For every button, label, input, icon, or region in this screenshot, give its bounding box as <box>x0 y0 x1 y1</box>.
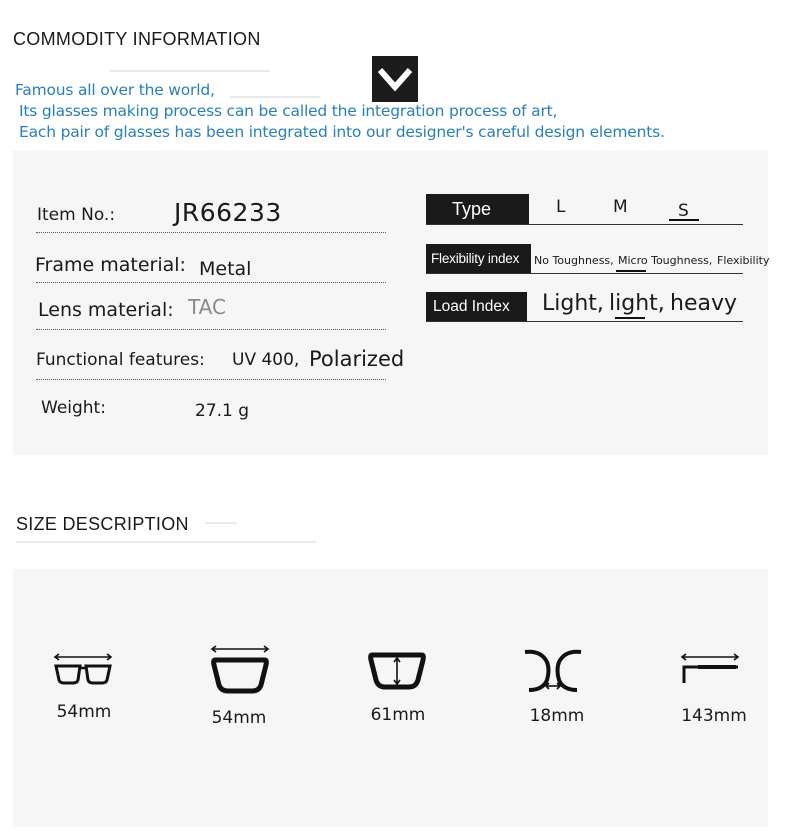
item-number-value: JR66233 <box>174 198 282 227</box>
faded-caption-line <box>110 70 270 72</box>
tagline-line-3: Each pair of glasses has been integrated into our designer's careful design elements. <box>19 123 665 141</box>
type-selected-underline <box>669 219 699 221</box>
load-option-heavy[interactable]: heavy <box>670 291 737 316</box>
bridge-width-value: 18mm <box>529 706 585 726</box>
lens-height-value: 61mm <box>370 705 426 725</box>
tagline-line-2: Its glasses making process can be called the integration process of art, <box>19 102 558 120</box>
flexibility-selected-underline <box>616 270 646 272</box>
faded-caption-line <box>16 541 316 543</box>
dotted-divider <box>36 329 386 330</box>
functional-features-value-uv: UV 400, <box>232 350 300 370</box>
functional-features-label: Functional features: <box>36 350 205 370</box>
lens-material-value: TAC <box>188 295 226 319</box>
dotted-divider <box>36 282 386 283</box>
type-option-s[interactable]: S <box>678 201 689 221</box>
size-description-title: SIZE DESCRIPTION <box>16 514 189 534</box>
type-option-m[interactable]: M <box>613 197 628 217</box>
lens-height-icon <box>368 650 426 692</box>
frame-width-icon <box>210 645 270 695</box>
frame-material-label: Frame material: <box>35 254 186 276</box>
frame-material-value: Metal <box>199 258 252 280</box>
load-selected-underline <box>615 317 645 319</box>
type-tag: Type <box>426 194 529 224</box>
lens-material-label: Lens material: <box>38 299 174 321</box>
flexibility-option-micro-toughness[interactable]: Micro Toughness, <box>618 254 713 267</box>
flexibility-rule <box>426 273 743 274</box>
flexibility-tag: Flexibility index <box>426 244 531 273</box>
weight-value: 27.1 g <box>195 401 250 421</box>
type-option-l[interactable]: L <box>556 197 566 217</box>
load-index-rule <box>426 321 743 322</box>
flexibility-option-flexibility[interactable]: Flexibility <box>717 254 770 267</box>
lens-width-value: 54mm <box>56 702 112 722</box>
functional-features-value-polarized: Polarized <box>309 347 405 371</box>
temple-length-value: 143mm <box>681 706 747 726</box>
item-number-label: Item No.: <box>37 205 116 225</box>
temple-length-icon <box>680 653 742 687</box>
dotted-divider <box>36 379 386 380</box>
type-rule <box>426 224 743 225</box>
tagline-line-1: Famous all over the world, <box>15 81 215 99</box>
commodity-title: COMMODITY INFORMATION <box>13 29 261 49</box>
dotted-divider <box>36 232 386 233</box>
weight-label: Weight: <box>41 398 106 418</box>
flexibility-option-no-toughness[interactable]: No Toughness, <box>534 254 614 267</box>
load-option-light[interactable]: Light, <box>542 291 604 316</box>
size-panel <box>13 569 768 827</box>
frame-width-value: 54mm <box>211 708 267 728</box>
faded-caption-line <box>230 96 320 98</box>
load-index-tag: Load Index <box>426 292 527 321</box>
load-option-light-selected[interactable]: light, <box>609 291 665 316</box>
bridge-width-icon <box>523 648 583 694</box>
lens-width-icon <box>53 652 113 686</box>
faded-caption-line <box>205 522 237 524</box>
chevron-down-icon <box>372 56 418 102</box>
